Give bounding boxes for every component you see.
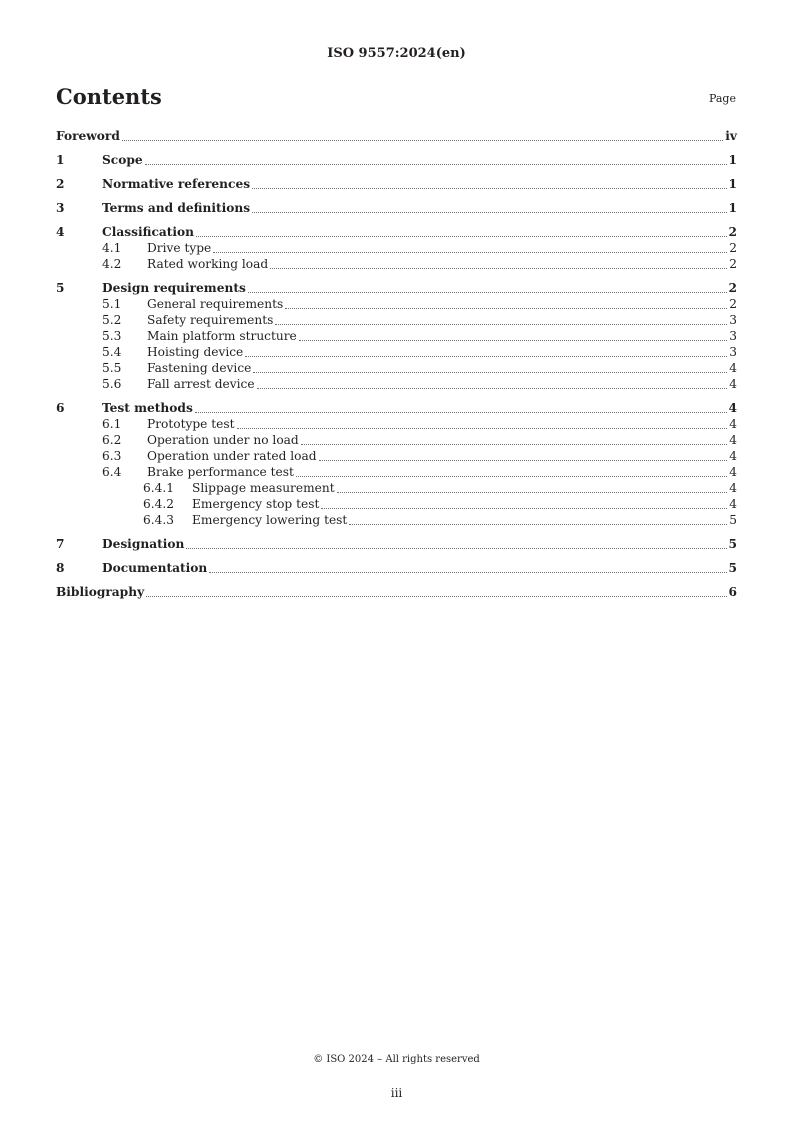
toc-entry-number: 6.4.1 — [143, 481, 175, 495]
toc-entry-title: Test methods — [102, 401, 193, 415]
toc-entry-title: Slippage measurement — [192, 481, 335, 495]
toc-entry-hoisting-device[interactable] — [56, 344, 737, 360]
toc-entry-page: 4 — [729, 417, 737, 431]
toc-entry-normative-references[interactable] — [56, 176, 737, 192]
toc-entry-number: 5.6 — [102, 377, 122, 391]
dot-leader — [270, 268, 727, 269]
dot-leader — [213, 252, 727, 253]
toc-entry-number: 1 — [56, 153, 65, 167]
toc-entry-page: 3 — [729, 345, 737, 359]
dot-leader — [253, 372, 727, 373]
toc-entry-fastening-device[interactable] — [56, 360, 737, 376]
toc-entry-page: 4 — [729, 449, 737, 463]
toc-entry-page: 4 — [729, 497, 737, 511]
document-id: ISO 9557:2024(en) — [327, 46, 466, 61]
toc-entry-number: 4 — [56, 225, 65, 239]
toc-entry-title: Safety requirements — [147, 313, 274, 327]
toc-entry-safety-requirements[interactable] — [56, 312, 737, 328]
toc-entry-number: 5.2 — [102, 313, 122, 327]
toc-entry-number: 5.3 — [102, 329, 122, 343]
toc-entry-title: Drive type — [147, 241, 212, 255]
toc-entry-title: Fall arrest device — [147, 377, 255, 391]
toc-entry-page: 2 — [728, 225, 737, 239]
toc-entry-bibliography[interactable] — [56, 584, 737, 600]
page-title: Contents — [56, 84, 162, 109]
dot-leader — [245, 356, 727, 357]
toc-entry-page: 2 — [729, 297, 737, 311]
toc-entry-title: Brake performance test — [147, 465, 294, 479]
toc-entry-title: Emergency lowering test — [192, 513, 348, 527]
toc-entry-title: Main platform structure — [147, 329, 297, 343]
dot-leader — [122, 140, 723, 141]
dot-leader — [321, 508, 727, 509]
toc-entry-page: 4 — [729, 361, 737, 375]
toc-entry-number: 6.4.3 — [143, 513, 175, 527]
toc-entry-slippage-measurement[interactable] — [56, 480, 737, 496]
dot-leader — [275, 324, 727, 325]
dot-leader — [186, 548, 726, 549]
toc-entry-title: Classification — [102, 225, 195, 239]
toc-entry-number: 4.1 — [102, 241, 122, 255]
toc-entry-number: 5 — [56, 281, 65, 295]
toc-entry-title: Normative references — [102, 177, 251, 191]
toc-entry-page: 6 — [728, 585, 737, 599]
toc-entry-design-requirements[interactable] — [56, 280, 737, 296]
toc-entry-number: 4.2 — [102, 257, 122, 271]
toc-entry-page: 1 — [728, 201, 737, 215]
toc-entry-page: 5 — [728, 561, 737, 575]
toc-entry-page: 2 — [728, 281, 737, 295]
toc-entry-drive-type[interactable] — [56, 240, 737, 256]
toc-entry-number: 2 — [56, 177, 65, 191]
toc-entry-page: 5 — [728, 537, 737, 551]
dot-leader — [195, 412, 727, 413]
toc-entry-title: Operation under no load — [147, 433, 299, 447]
toc-entry-foreword[interactable] — [56, 128, 737, 144]
toc-entry-main-platform-structure[interactable] — [56, 328, 737, 344]
dot-leader — [319, 460, 728, 461]
toc-entry-title: Hoisting device — [147, 345, 244, 359]
toc-entry-title: Terms and definitions — [102, 201, 251, 215]
dot-leader — [252, 188, 726, 189]
toc-entry-number: 7 — [56, 537, 65, 551]
dot-leader — [257, 388, 728, 389]
toc-entry-number: 8 — [56, 561, 65, 575]
toc-entry-page: 2 — [729, 241, 737, 255]
dot-leader — [299, 340, 727, 341]
toc-entry-designation[interactable] — [56, 536, 737, 552]
toc-entry-page: iv — [725, 129, 737, 143]
toc-entry-number: 5.1 — [102, 297, 122, 311]
toc-entry-title: Operation under rated load — [147, 449, 317, 463]
toc-entry-rated-working-load[interactable] — [56, 256, 737, 272]
toc-entry-fall-arrest-device[interactable] — [56, 376, 737, 392]
toc-entry-page: 4 — [729, 465, 737, 479]
toc-entry-scope[interactable] — [56, 152, 737, 168]
toc-entry-page: 1 — [728, 177, 737, 191]
toc-entry-title: Prototype test — [147, 417, 235, 431]
toc-entry-title: General requirements — [147, 297, 284, 311]
toc-entry-number: 6.4 — [102, 465, 122, 479]
dot-leader — [145, 164, 727, 165]
toc-entry-number: 6.3 — [102, 449, 122, 463]
toc-entry-page: 2 — [729, 257, 737, 271]
toc-entry-page: 4 — [728, 401, 737, 415]
toc-entry-test-methods[interactable] — [56, 400, 737, 416]
dot-leader — [349, 524, 727, 525]
toc-entry-prototype-test[interactable] — [56, 416, 737, 432]
toc-entry-page: 4 — [729, 377, 737, 391]
toc-entry-number: 6 — [56, 401, 65, 415]
toc-entry-operation-rated-load[interactable] — [56, 448, 737, 464]
dot-leader — [285, 308, 727, 309]
page-number: iii — [390, 1086, 403, 1100]
toc-entry-page: 1 — [728, 153, 737, 167]
toc-entry-number: 5.4 — [102, 345, 122, 359]
toc-entry-title: Rated working load — [147, 257, 269, 271]
dot-leader — [248, 292, 727, 293]
toc-entry-general-requirements[interactable] — [56, 296, 737, 312]
toc-entry-number: 6.2 — [102, 433, 122, 447]
toc-entry-title: Bibliography — [56, 585, 145, 599]
dot-leader — [296, 476, 727, 477]
table-of-contents — [56, 128, 737, 600]
page-column-label: Page — [708, 92, 736, 105]
toc-entry-title: Documentation — [102, 561, 208, 575]
toc-entry-page: 5 — [729, 513, 737, 527]
toc-entry-page: 3 — [729, 329, 737, 343]
copyright-notice: © ISO 2024 – All rights reserved — [313, 1054, 480, 1065]
toc-entry-title: Design requirements — [102, 281, 246, 295]
toc-entry-operation-no-load[interactable] — [56, 432, 737, 448]
toc-entry-number: 6.1 — [102, 417, 122, 431]
dot-leader — [237, 428, 728, 429]
toc-entry-documentation[interactable] — [56, 560, 737, 576]
toc-entry-number: 3 — [56, 201, 65, 215]
dot-leader — [196, 236, 727, 237]
dot-leader — [252, 212, 726, 213]
dot-leader — [301, 444, 728, 445]
toc-entry-title: Emergency stop test — [192, 497, 320, 511]
toc-entry-terms-and-definitions[interactable] — [56, 200, 737, 216]
toc-entry-number: 6.4.2 — [143, 497, 175, 511]
toc-entry-brake-performance-test[interactable] — [56, 464, 737, 480]
toc-entry-title: Foreword — [56, 129, 120, 143]
dot-leader — [209, 572, 726, 573]
toc-entry-title: Scope — [102, 153, 143, 167]
toc-entry-page: 3 — [729, 313, 737, 327]
toc-entry-title: Fastening device — [147, 361, 252, 375]
toc-entry-page: 4 — [729, 481, 737, 495]
dot-leader — [337, 492, 728, 493]
toc-entry-page: 4 — [729, 433, 737, 447]
toc-entry-emergency-lowering-test[interactable] — [56, 512, 737, 528]
toc-entry-classification[interactable] — [56, 224, 737, 240]
toc-entry-emergency-stop-test[interactable] — [56, 496, 737, 512]
dot-leader — [146, 596, 726, 597]
toc-entry-title: Designation — [102, 537, 185, 551]
toc-entry-number: 5.5 — [102, 361, 122, 375]
